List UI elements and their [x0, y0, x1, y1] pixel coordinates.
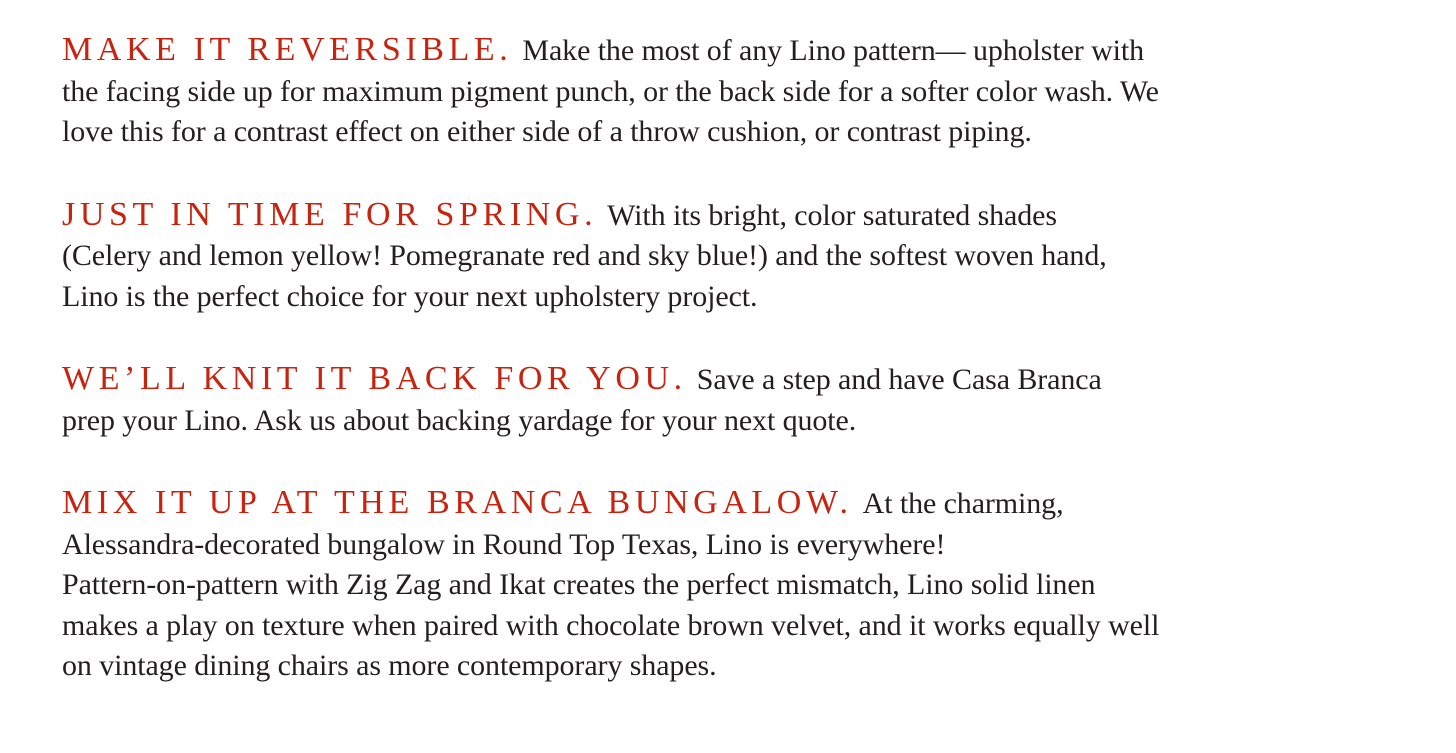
document-page: [62, 30, 1422, 729]
section-first-line: Make the most of any Lino pattern— upholster with: [522, 34, 1145, 67]
section-make-it-reversible: [62, 30, 1422, 153]
section-line: Pattern-on-pattern with Zig Zag and Ikat creates the perfect mismatch, Lino solid linen: [62, 568, 1096, 601]
section-line: on vintage dining chairs as more contemporary shapes.: [62, 649, 717, 682]
section-line: makes a play on texture when paired with chocolate brown velvet, and it works equally well: [62, 608, 1160, 642]
section-first-line: With its bright, color saturated shades: [607, 198, 1057, 232]
section-knit-it-back: [62, 359, 1422, 441]
section-line: prep your Lino. Ask us about backing yardage for your next quote.: [62, 403, 857, 437]
section-just-in-time-for-spring: [62, 195, 1422, 318]
section-heading: WE’LL KNIT IT BACK FOR YOU.: [62, 360, 687, 397]
section-first-line: At the charming,: [862, 487, 1064, 520]
section-heading: JUST IN TIME FOR SPRING.: [62, 195, 598, 233]
section-line: (Celery and lemon yellow! Pomegranate red and sky blue!) and the softest woven hand,: [62, 239, 1107, 272]
section-branca-bungalow: [62, 483, 1422, 687]
section-line: love this for a contrast effect on either side of a throw cushion, or contrast piping.: [62, 115, 1032, 148]
section-line: Lino is the perfect choice for your next upholstery project.: [62, 279, 758, 313]
section-heading: MIX IT UP AT THE BRANCA BUNGALOW.: [62, 484, 853, 521]
section-first-line: Save a step and have Casa Branca: [696, 363, 1102, 396]
section-line: the facing side up for maximum pigment punch, or the back side for a softer color wash. We: [62, 74, 1159, 108]
section-heading: MAKE IT REVERSIBLE.: [62, 31, 513, 68]
section-line: Alessandra-decorated bungalow in Round Top Texas, Lino is everywhere!: [62, 527, 946, 561]
